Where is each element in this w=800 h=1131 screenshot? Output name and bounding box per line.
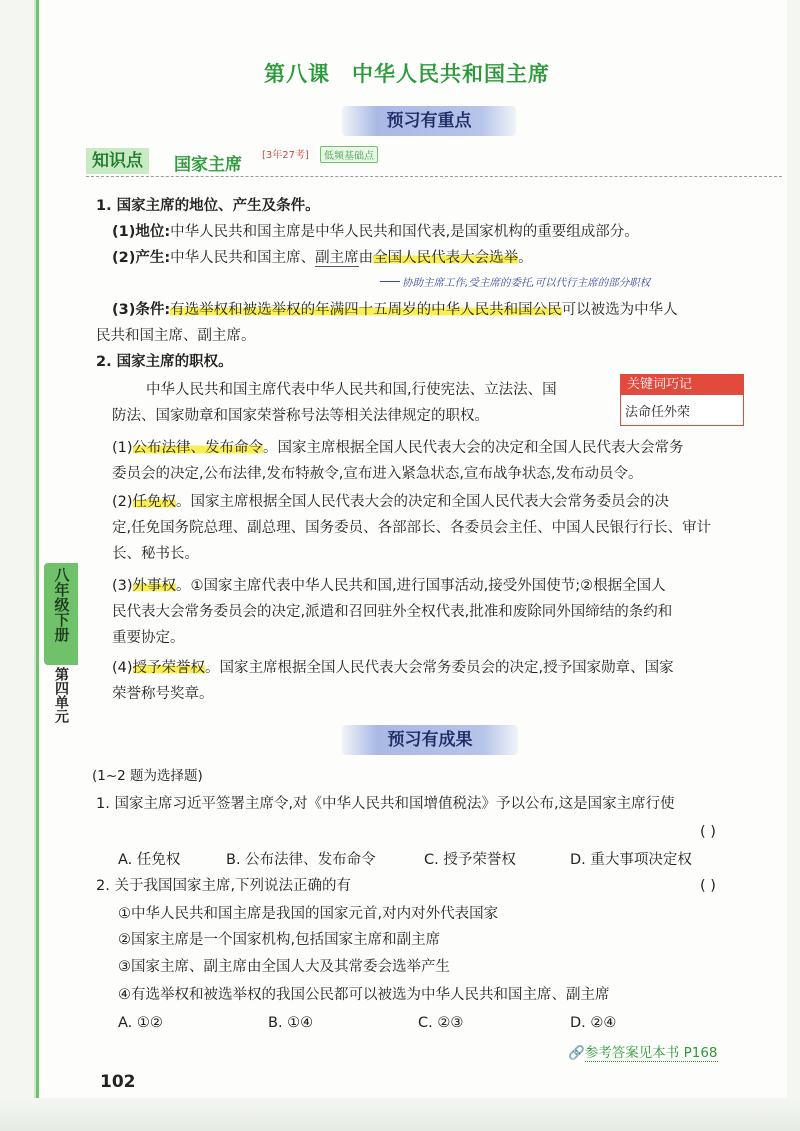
- answer-reference[interactable]: 🔗参考答案见本书 P168: [568, 1045, 718, 1061]
- unit-label: 第四单元: [53, 667, 69, 723]
- q2-item-3: ③国家主席、副主席由全国人大及其常委会选举产生: [118, 959, 450, 975]
- question-2-bracket: ( ): [700, 878, 716, 894]
- q2-item-2: ②国家主席是一个国家机构,包括国家主席和副主席: [118, 932, 441, 948]
- question-1-bracket: ( ): [700, 824, 716, 840]
- intro-line2: 防法、国家勋章和国家荣誉称号法等相关法律规定的职权。: [112, 408, 489, 424]
- side-tab-unit: [48, 667, 74, 723]
- power-4-line2: 荣誉称号奖章。: [112, 686, 214, 702]
- power-2-line2: 定,任免国务院总理、副总理、国务委员、各部部长、各委员会主任、中国人民银行行长、审计: [112, 520, 712, 536]
- paragraph-election: (2)产生:中华人民共和国主席、副主席由全国人民代表大会选举。: [112, 250, 533, 266]
- power-2-line3: 长、秘书长。: [112, 546, 199, 562]
- paragraph-status: (1)地位:中华人民共和国主席是中华人民共和国代表,是国家机构的重要组成部分。: [112, 224, 639, 240]
- question-2: 2. 关于我国国家主席,下列说法正确的有: [96, 878, 352, 894]
- q1-option-d: D. 重大事项决定权: [570, 852, 692, 868]
- grade-label: 八年级下册: [52, 567, 71, 642]
- q1-option-b: B. 公布法律、发布命令: [226, 852, 376, 868]
- knowledge-point-header: [86, 148, 782, 177]
- knowledge-label: 知识点: [86, 148, 149, 174]
- keyword-box-title: 关键词巧记: [621, 375, 743, 395]
- q1-option-a: A. 任免权: [118, 852, 181, 868]
- page-edge: [0, 1098, 800, 1131]
- q2-option-a: A. ①②: [118, 1015, 163, 1031]
- power-1-line2: 委员会的决定,公布法律,发布特赦令,宣布进入紧急状态,宣布战争状态,发布动员令。: [112, 466, 643, 482]
- power-3: (3)外事权。①国家主席代表中华人民共和国,进行国事活动,接受外国使节;②根据全国人: [112, 578, 666, 594]
- link-icon: 🔗: [568, 1045, 585, 1061]
- exercise-note: (1~2 题为选择题): [92, 768, 203, 784]
- q2-option-d: D. ②④: [570, 1015, 617, 1031]
- question-1: 1. 国家主席习近平签署主席令,对《中华人民共和国增值税法》予以公布,这是国家主席行使: [96, 796, 675, 812]
- q2-option-b: B. ①④: [268, 1015, 314, 1031]
- q2-item-1: ①中华人民共和国主席是我国的国家元首,对内对外代表国家: [118, 906, 499, 922]
- keyword-mnemonic-box: [620, 374, 744, 426]
- exam-count: [3年27考]: [262, 150, 309, 161]
- keyword-box-text: 法命任外荣: [625, 405, 691, 420]
- paragraph-condition: (3)条件:有选举权和被选举权的年满四十五周岁的中华人民共和国公民可以被选为中华人: [112, 302, 678, 318]
- side-tab-grade: [44, 563, 78, 665]
- page-number: 102: [100, 1072, 136, 1092]
- handwritten-note: 协助主席工作,受主席的委托,可以代行主席的部分职权: [402, 277, 651, 289]
- annotation-arrow: [380, 281, 400, 282]
- heading-2: 2. 国家主席的职权。: [96, 354, 233, 370]
- power-4: (4)授予荣誉权。国家主席根据全国人民代表大会常务委员会的决定,授予国家勋章、国家: [112, 660, 674, 676]
- paragraph-condition-line2: 民共和国主席、副主席。: [96, 328, 256, 344]
- section-header-preview: 预习有重点: [342, 106, 516, 136]
- section-header-results: 预习有成果: [342, 725, 518, 755]
- q2-option-c: C. ②③: [418, 1015, 464, 1031]
- power-3-line2: 民代表大会常务委员会的决定,派遣和召回驻外全权代表,批准和废除同外国缔结的条约和: [112, 604, 673, 620]
- intro-line1: 中华人民共和国主席代表中华人民共和国,行使宪法、立法法、国: [146, 382, 557, 398]
- power-1: (1)公布法律、发布命令。国家主席根据全国人民代表大会的决定和全国人民代表大会常务: [112, 440, 684, 456]
- frequency-badge: 低频基础点: [320, 146, 378, 163]
- lesson-title: 第八课 中华人民共和国主席: [264, 62, 550, 86]
- knowledge-name: 国家主席: [174, 155, 242, 175]
- power-2: (2)任免权。国家主席根据全国人民代表大会的决定和全国人民代表大会常务委员会的决: [112, 494, 670, 510]
- heading-1: 1. 国家主席的地位、产生及条件。: [96, 198, 320, 214]
- q1-option-c: C. 授予荣誉权: [424, 852, 516, 868]
- q2-item-4: ④有选举权和被选举权的我国公民都可以被选为中华人民共和国主席、副主席: [118, 987, 610, 1003]
- power-3-line3: 重要协定。: [112, 630, 185, 646]
